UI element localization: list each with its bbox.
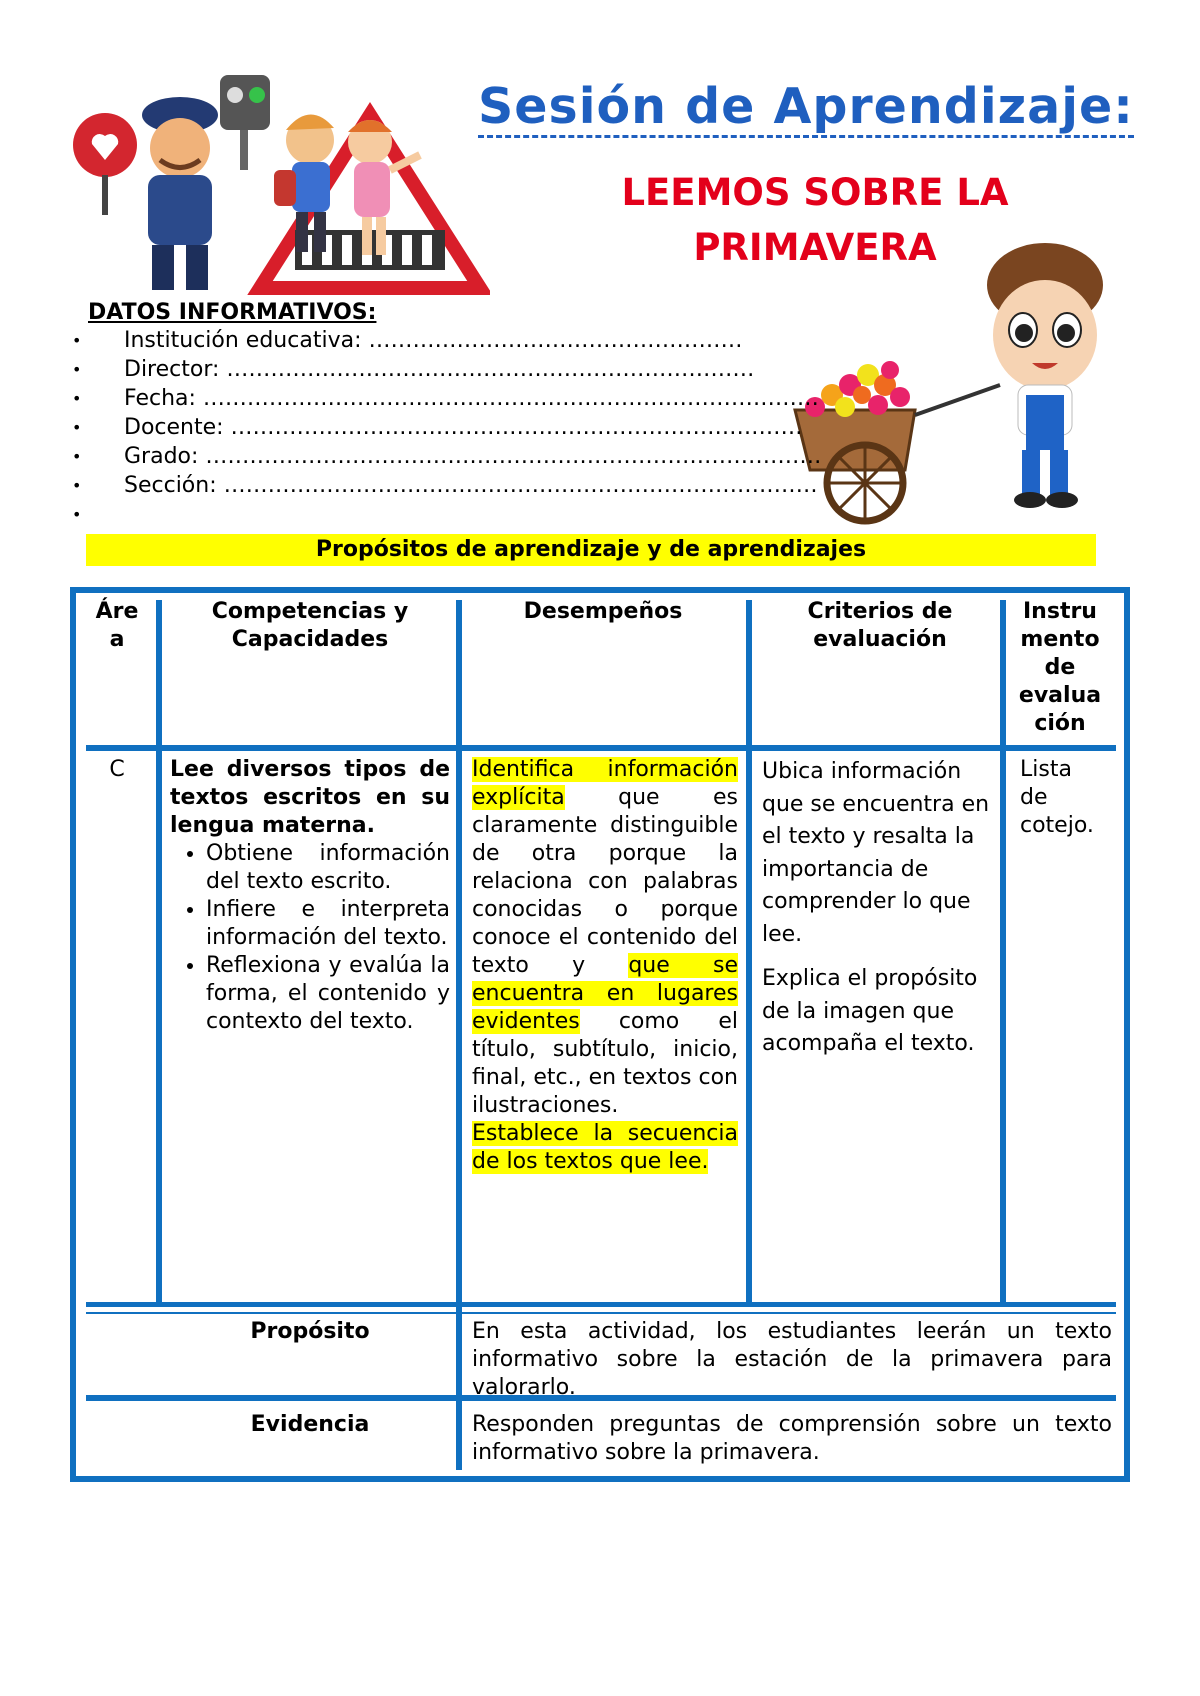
desempeno-highlight: Identifica información explícita bbox=[472, 757, 738, 810]
cell-criterios bbox=[762, 756, 994, 1061]
page-title: Sesión de Aprendizaje: bbox=[478, 78, 1178, 148]
datos-heading: DATOS INFORMATIVOS: bbox=[88, 300, 377, 325]
table-border bbox=[70, 587, 1130, 593]
capacidad-item: • Obtiene información del texto escrito. bbox=[206, 840, 450, 896]
competencia-title: Lee diversos tipos de textos escritos en su lengua materna. bbox=[170, 757, 450, 838]
header-instrumento: Instru mento de evalua ción bbox=[1018, 599, 1102, 736]
desempeno-highlight: Establece la secuencia de los textos que lee. bbox=[472, 1121, 738, 1174]
evidencia-label: Evidencia bbox=[250, 1412, 370, 1437]
session-subtitle: LEEMOS SOBRE LA PRIMAVERA bbox=[621, 171, 1009, 269]
crossing-scene-image bbox=[70, 70, 490, 300]
datos-item-institucion: • Institución educativa: …………………………………………… bbox=[72, 328, 743, 353]
cell-instrumento: Lista de cotejo. bbox=[1020, 757, 1094, 838]
table-border bbox=[70, 1476, 1130, 1482]
capacidad-item: • Reflexiona y evalúa la forma, el contenido y contexto del texto. bbox=[206, 952, 450, 1036]
proposito-label: Propósito bbox=[250, 1319, 370, 1344]
desempeno-highlight: que se encuentra en lugares evidentes bbox=[472, 953, 739, 1034]
cell-area: C bbox=[109, 757, 125, 782]
table-border bbox=[70, 587, 76, 1482]
header-criterios: Criterios de evaluación bbox=[807, 599, 953, 652]
proposito-value: En esta actividad, los estudiantes leerán un texto informativo sobre la estación de la primavera para valorarlo. bbox=[472, 1319, 1112, 1400]
datos-item-grado: • Grado: ………………………………………………………………………… bbox=[72, 444, 822, 469]
table-border bbox=[1124, 587, 1130, 1482]
datos-item-fecha: • Fecha: ………………………………………………………………………… bbox=[72, 386, 819, 411]
table-border bbox=[456, 600, 462, 1470]
table-border bbox=[86, 1312, 1116, 1314]
flower-cart-illustration bbox=[790, 235, 1120, 535]
table-border bbox=[86, 1302, 1116, 1307]
datos-item-director: • Director: ……………………………………………………………… bbox=[72, 357, 755, 382]
header-competencias: Competencias y Capacidades bbox=[211, 599, 409, 652]
purpose-bar: Propósitos de aprendizaje y de aprendizajes bbox=[86, 534, 1096, 566]
criterio-item: Explica el propósito de la imagen que acompaña el texto. bbox=[762, 966, 978, 1056]
capacidades-list bbox=[170, 840, 450, 1036]
cell-competencias bbox=[170, 756, 450, 1036]
datos-item-seccion: • Sección: ……………………………………………………………………… bbox=[72, 473, 818, 498]
header-desempenos: Desempeños bbox=[523, 599, 683, 624]
desempeno-text: como el título, subtítulo, inicio, final, etc., en textos con ilustraciones. bbox=[472, 1009, 738, 1118]
datos-item-docente: • Docente: …………………………………………………………………… bbox=[72, 415, 803, 440]
datos-item-empty: • bbox=[72, 505, 82, 524]
datos-list bbox=[72, 326, 832, 529]
table-border bbox=[86, 745, 1116, 751]
table-border bbox=[1000, 600, 1006, 1302]
table-border bbox=[156, 600, 162, 1302]
boy-flower-cart-image bbox=[790, 235, 1120, 535]
desempeno-text: que es claramente distinguible de otra porque la relaciona con palabras conocidas o porque conoce el contenido del texto y bbox=[472, 785, 738, 978]
header-area: Áre a bbox=[95, 599, 139, 652]
evidencia-value: Responden preguntas de comprensión sobre un texto informativo sobre la primavera. bbox=[472, 1412, 1112, 1465]
table-border bbox=[746, 600, 752, 1302]
cell-desempenos bbox=[472, 756, 738, 1176]
capacidad-item: • Infiere e interpreta información del texto. bbox=[206, 896, 450, 952]
crossing-illustration bbox=[70, 70, 490, 300]
criterio-item: Ubica información que se encuentra en el texto y resalta la importancia de comprender lo que lee. bbox=[762, 759, 990, 947]
